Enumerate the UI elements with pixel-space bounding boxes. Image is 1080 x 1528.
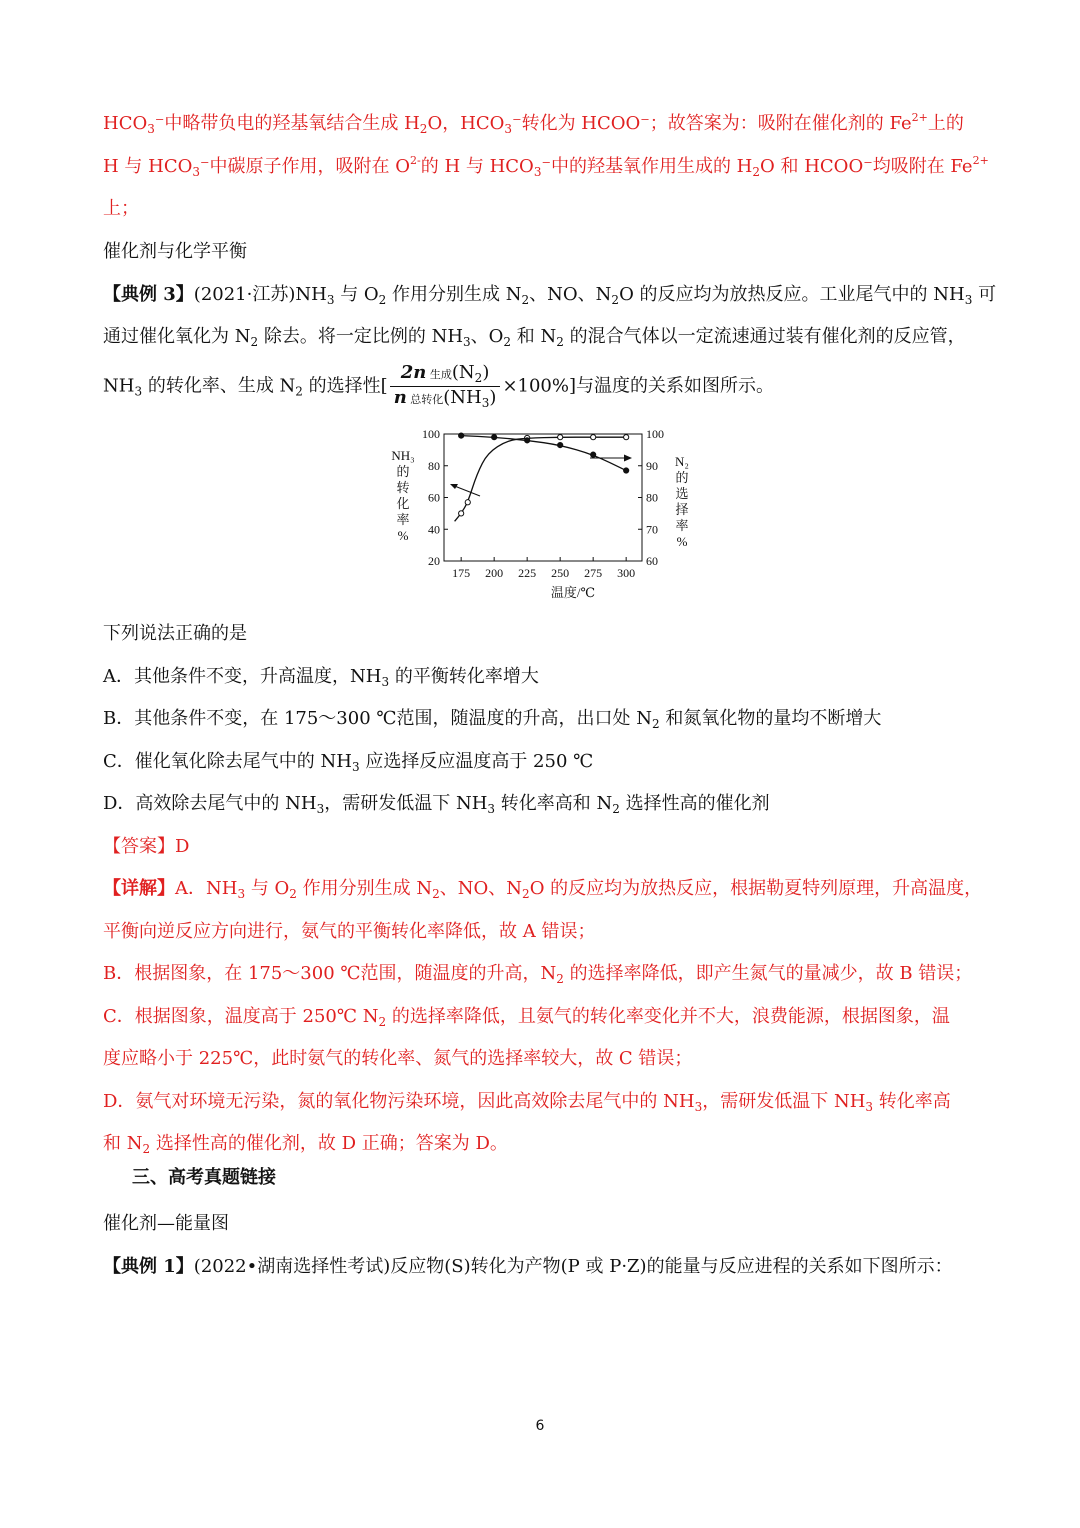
page-number: 6 xyxy=(535,1418,545,1434)
x-axis-tick-label: 275 xyxy=(584,566,603,580)
right-axis-title-char: 的 xyxy=(675,470,689,485)
para1-line3: 上； xyxy=(103,198,139,219)
x-axis-tick-label: 225 xyxy=(518,566,537,580)
heading-energy-diagram: 催化剂—能量图 xyxy=(103,1213,229,1234)
n2-selectivity-point xyxy=(558,443,563,448)
para1-line1: $HCO_3^-$中略带负电的羟基氧结合生成 $H_2O$，$HCO_3^-$转化为 HCOO⁻；故答案为：吸附在催化剂的 $Fe^{2+}$上的 xyxy=(103,111,964,136)
right-axis-title-char: 选 xyxy=(675,486,689,501)
right-axis-tick-label: 90 xyxy=(646,458,658,473)
right-axis-title-char: N₂ xyxy=(675,454,689,469)
left-axis-title-char: 转 xyxy=(396,480,410,495)
example1-line: 【典例 1】(2022•湖南选择性考试)反应物(S)转化为产物(P 或 P·Z)的能量与反应进程的关系如下图所示： xyxy=(103,1256,953,1277)
example3-line3: $NH_3$ 的转化率、生成 $N_2$ 的选择性[ $\frac{2n 生成(N_2)}{n 总转化(NH_3)}$ ×100%]与温度的关系如图所示。 xyxy=(103,362,775,410)
nh3-conversion-point xyxy=(459,511,464,516)
left-axis-tick-label: 20 xyxy=(428,554,440,568)
question-stem: 下列说法正确的是 xyxy=(103,623,247,644)
answer: 【答案】D xyxy=(103,836,190,857)
detail-line1: 【详解】A．$NH_3$ 与 $O_2$ 作用分别生成 $N_2$、NO、$N_2O$ 的反应均为放热反应，根据勒夏特列原理，升高温度， xyxy=(103,878,983,901)
right-axis-arrowhead xyxy=(624,455,632,462)
detail-line6: D．氨气对环境无污染，氮的氧化物污染环境，因此高效除去尾气中的 $NH_3$，需研发低温下 $NH_3$ 转化率高 xyxy=(103,1091,951,1114)
example3-line1: 【典例 3】(2021·江苏)$NH_3$ 与 $O_2$ 作用分别生成 $N_2$、NO、$N_2O$ 的反应均为放热反应。工业尾气中的 $NH_3$ 可 xyxy=(103,284,997,307)
heading-catalyst-equilibrium: 催化剂与化学平衡 xyxy=(103,241,247,262)
left-axis-title-char: 率 xyxy=(396,512,410,527)
right-axis-tick-label: 80 xyxy=(646,490,658,505)
detail-line7: 和 $N_2$ 选择性高的催化剂，故 D 正确；答案为 D。 xyxy=(103,1133,508,1156)
n2-selectivity-point xyxy=(591,452,596,457)
left-axis-tick-label: 40 xyxy=(428,522,440,537)
left-axis-tick-label: 60 xyxy=(428,490,440,505)
example3-line2: 通过催化氧化为 $N_2$ 除去。将一定比例的 $NH_3$、$O_2$ 和 $N_2$ 的混合气体以一定流速通过装有催化剂的反应管， xyxy=(103,326,966,349)
x-axis-title: 温度/℃ xyxy=(550,585,596,600)
selectivity-fraction: $\frac{2n 生成(N_2)}{n 总转化(NH_3)}$ xyxy=(390,362,501,411)
right-axis-title-char: % xyxy=(676,534,688,549)
left-axis-tick-label: 80 xyxy=(428,458,440,473)
left-axis-title-char: NH₃ xyxy=(391,448,415,463)
n2-selectivity-point xyxy=(624,468,629,473)
right-axis-title-char: 率 xyxy=(675,518,689,533)
n2-selectivity-point xyxy=(492,435,497,440)
left-axis-title-char: 化 xyxy=(396,496,410,511)
detail-line2: 平衡向逆反应方向进行，氨气的平衡转化率降低，故 A 错误； xyxy=(103,921,596,942)
right-axis-tick-label: 100 xyxy=(646,427,664,441)
n2-selectivity-line xyxy=(461,436,626,471)
right-axis-title-char: 择 xyxy=(675,502,689,517)
left-axis-title-char: % xyxy=(397,528,409,543)
nh3-conversion-point xyxy=(591,435,596,440)
para1-line2: H 与 $HCO_3^-$中碳原子作用，吸附在 $O^{2-}$的 H 与 $HCO_3^-$中的羟基氧作用生成的 $H_2O$ 和 HCOO⁻均吸附在 $Fe^{2+}$ xyxy=(103,154,989,179)
left-axis-tick-label: 100 xyxy=(422,427,440,441)
nh3-conversion-point xyxy=(624,435,629,440)
detail-line3: B．根据图象，在 175～300 ℃范围，随温度的升高，$N_2$ 的选择率降低，即产生氮气的量减少，故 B 错误； xyxy=(103,963,973,986)
detail-line4: C．根据图象，温度高于 250℃ $N_2$ 的选择率降低，且氨气的转化率变化并不大，浪费能源，根据图象，温 xyxy=(103,1006,950,1029)
x-axis-tick-label: 300 xyxy=(617,566,636,580)
x-axis-tick-label: 250 xyxy=(551,566,570,580)
option-a: A．其他条件不变，升高温度，$NH_3$ 的平衡转化率增大 xyxy=(103,666,539,689)
x-axis-tick-label: 175 xyxy=(452,566,471,580)
n2-selectivity-point xyxy=(525,438,530,443)
nh3-conversion-point xyxy=(558,435,563,440)
nh3-conversion-point xyxy=(465,500,470,505)
option-b: B．其他条件不变，在 175～300 ℃范围，随温度的升高，出口处 $N_2$ 和氮氧化物的量均不断增大 xyxy=(103,708,882,731)
detail-line5: 度应略小于 225℃，此时氨气的转化率、氮气的选择率较大，故 C 错误； xyxy=(103,1048,693,1069)
nh3-conversion-n2-selectivity-chart xyxy=(380,420,700,605)
option-c: C．催化氧化除去尾气中的 $NH_3$ 应选择反应温度高于 250 ℃ xyxy=(103,751,594,774)
section-heading-3: 三、高考真题链接 xyxy=(132,1167,276,1188)
option-d: D．高效除去尾气中的 $NH_3$，需研发低温下 $NH_3$ 转化率高和 $N_2$ 选择性高的催化剂 xyxy=(103,793,770,816)
plot-frame xyxy=(444,434,642,561)
x-axis-tick-label: 200 xyxy=(485,566,504,580)
right-axis-tick-label: 70 xyxy=(646,522,658,537)
nh3-conversion-line xyxy=(455,437,627,521)
n2-selectivity-point xyxy=(459,433,464,438)
left-axis-title-char: 的 xyxy=(396,464,410,479)
right-axis-tick-label: 60 xyxy=(646,554,658,568)
